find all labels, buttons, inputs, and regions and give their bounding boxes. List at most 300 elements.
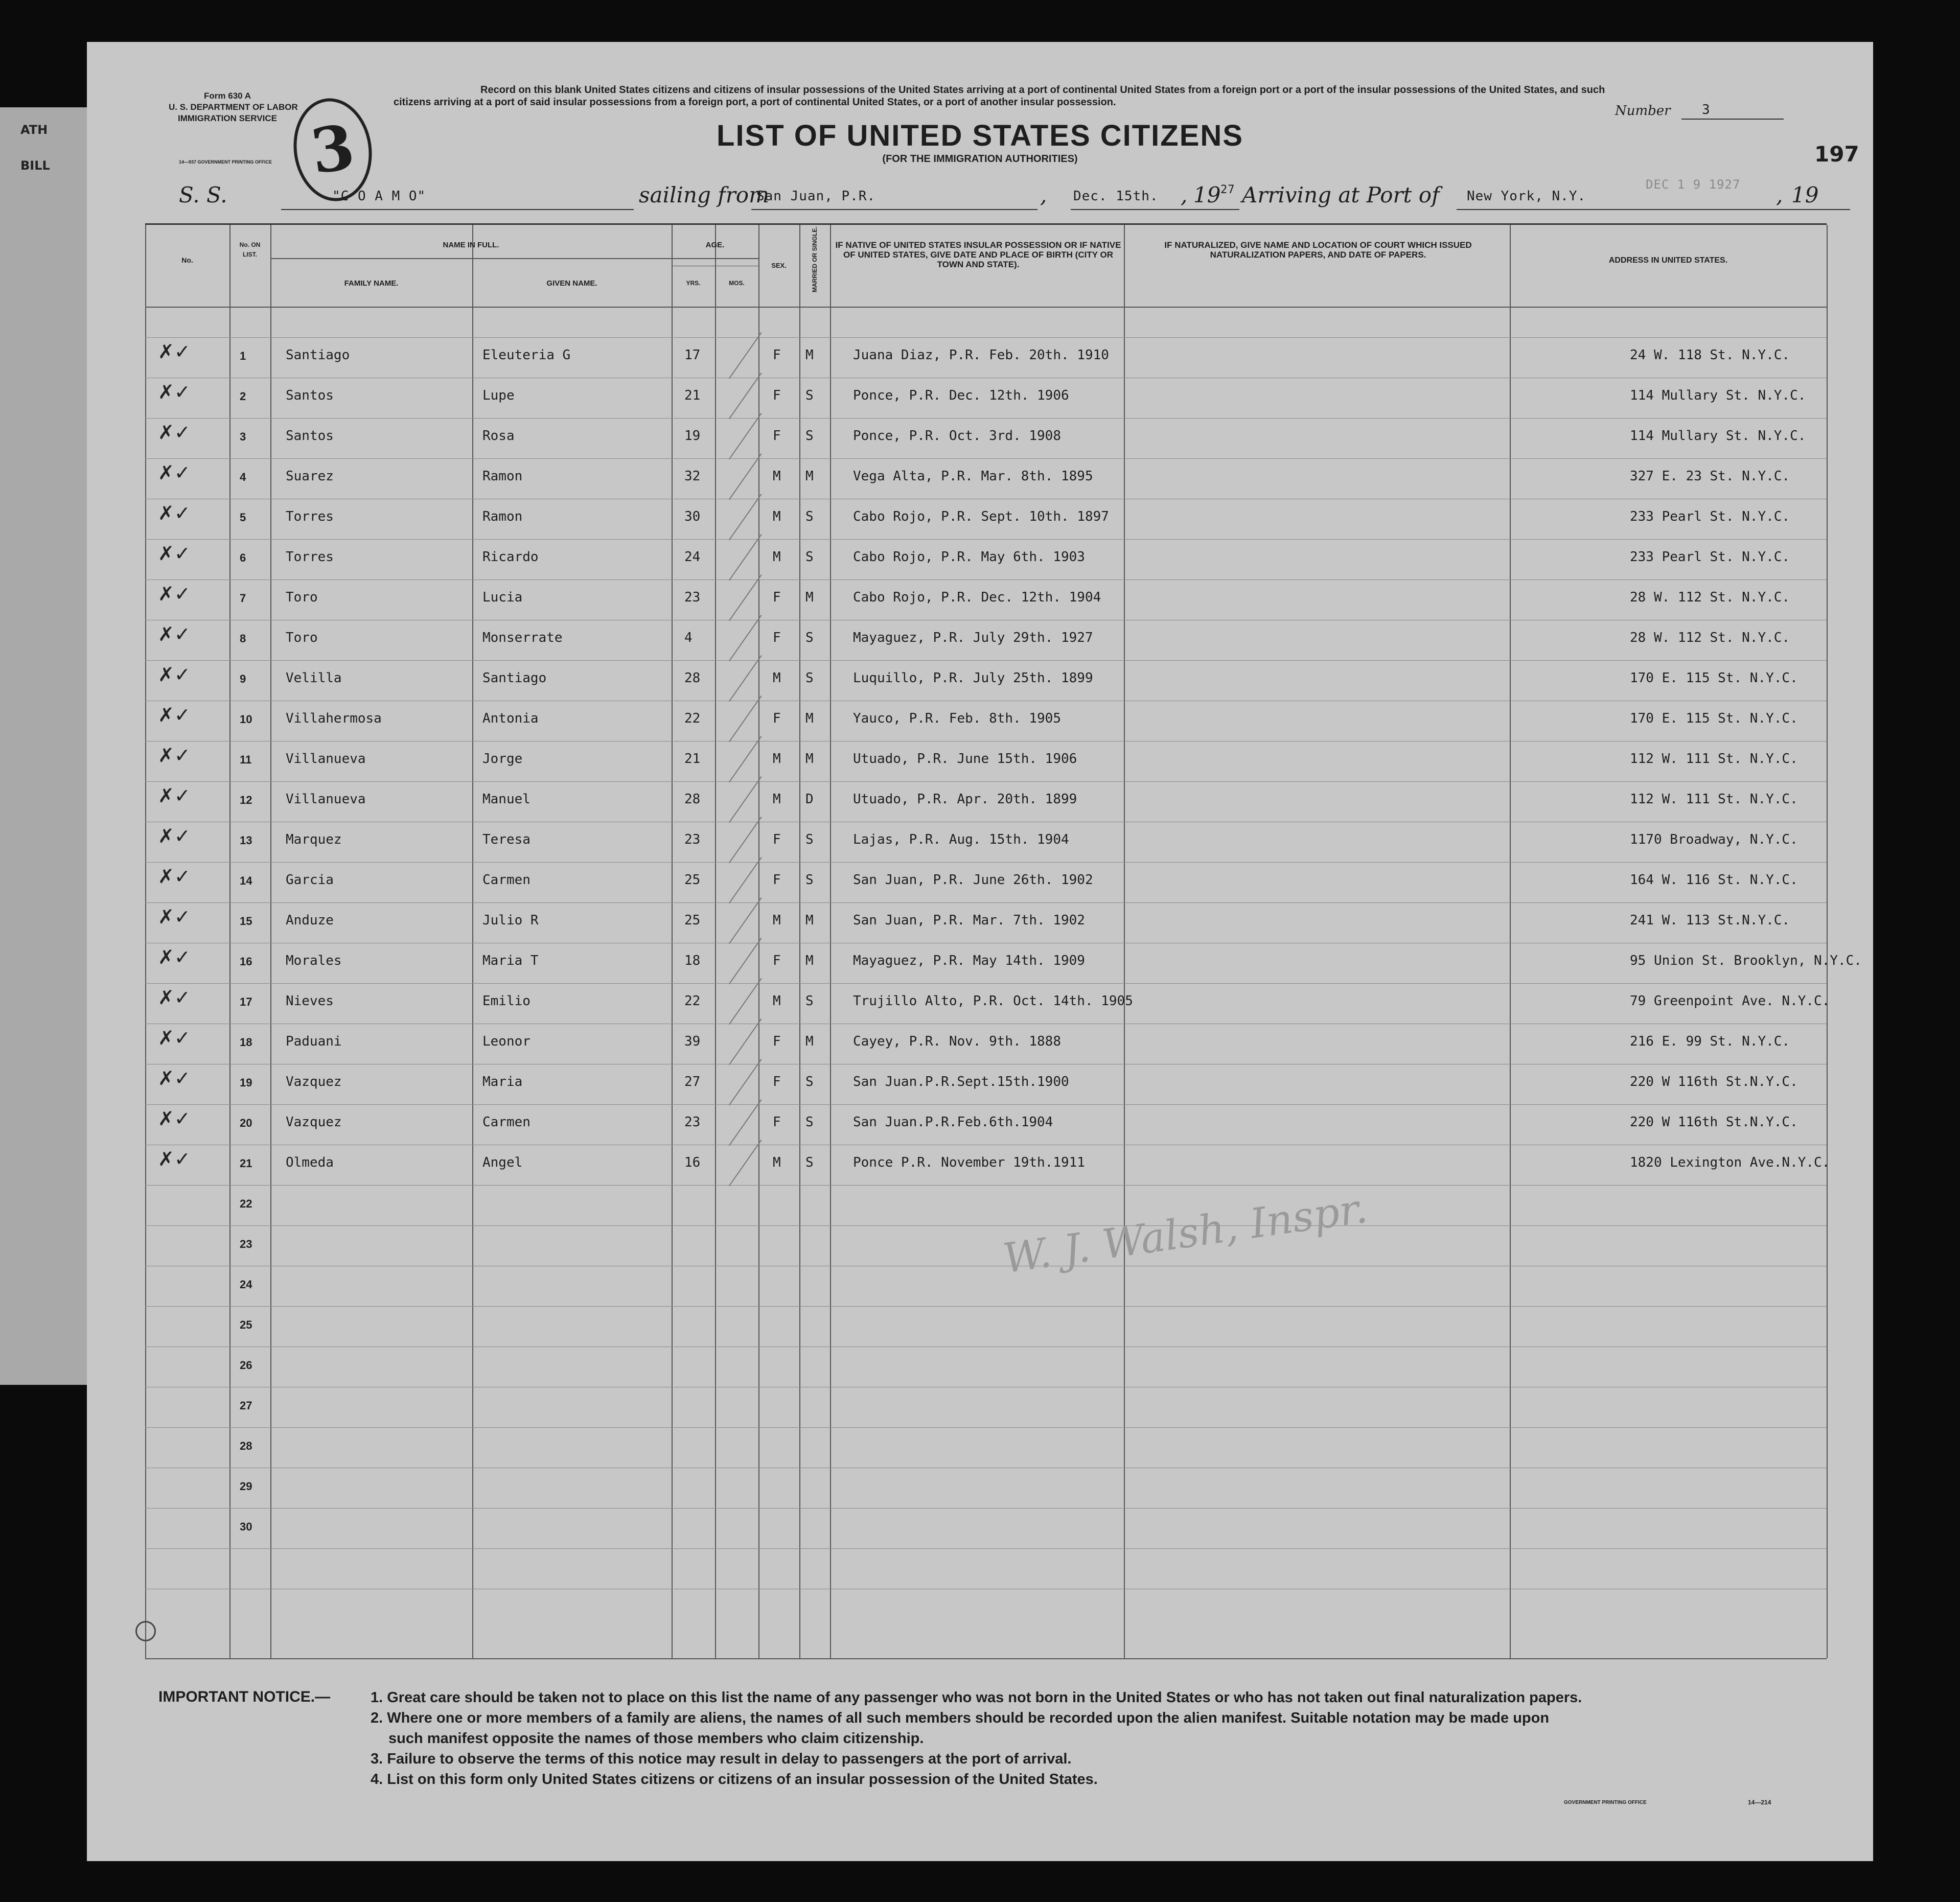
col-header-no-on-list: No. ON LIST. — [239, 241, 261, 258]
row-number: 5 — [240, 511, 246, 524]
ditto-stroke — [729, 1059, 762, 1105]
address: 216 E. 99 St. N.Y.C. — [1630, 1034, 1790, 1049]
given-name: Eleuteria G — [482, 347, 571, 363]
birth-place-date: Mayaguez, P.R. May 14th. 1909 — [853, 953, 1085, 968]
row-rule — [145, 781, 1827, 782]
birth-place-date: Vega Alta, P.R. Mar. 8th. 1895 — [853, 469, 1093, 484]
gpo-footer: GOVERNMENT PRINTING OFFICE — [1564, 1800, 1647, 1805]
address: 241 W. 113 St.N.Y.C. — [1630, 913, 1790, 928]
age-years: 21 — [684, 388, 701, 403]
age-years: 21 — [684, 751, 701, 767]
number-underline — [1681, 119, 1784, 120]
birth-place-date: Utuado, P.R. June 15th. 1906 — [853, 751, 1077, 767]
age-years: 25 — [684, 913, 701, 928]
family-name: Toro — [286, 630, 318, 645]
given-name: Monserrate — [482, 630, 563, 645]
form-code-footer: 14—214 — [1748, 1799, 1771, 1806]
sex: F — [773, 711, 781, 726]
family-name: Santiago — [286, 347, 350, 363]
given-name: Ramon — [482, 509, 523, 524]
marital-status: M — [805, 347, 814, 363]
given-name: Carmen — [482, 1115, 531, 1130]
notice-item: 1. Great care should be taken not to place on this list the name of any passenger who was not born in the United States or who has not taken out final naturalization papers. — [371, 1689, 1582, 1706]
birth-place-date: Lajas, P.R. Aug. 15th. 1904 — [853, 832, 1069, 847]
marital-status: S — [805, 670, 814, 686]
marital-status: M — [805, 913, 814, 928]
age-years: 25 — [684, 872, 701, 888]
check-mark-icon: ✗✓ — [158, 381, 191, 403]
age-years: 19 — [684, 428, 701, 444]
row-number: 22 — [240, 1197, 252, 1210]
family-name: Toro — [286, 590, 318, 605]
ditto-stroke — [729, 897, 762, 944]
row-number: 14 — [240, 874, 252, 887]
given-name: Rosa — [482, 428, 515, 444]
check-mark-icon: ✗✓ — [158, 946, 191, 968]
given-name: Lupe — [482, 388, 515, 403]
row-number: 29 — [240, 1480, 252, 1493]
marital-status: S — [805, 428, 814, 444]
birth-place-date: Cabo Rojo, P.R. Dec. 12th. 1904 — [853, 590, 1101, 605]
given-name: Maria T — [482, 953, 539, 968]
row-rule — [145, 1185, 1827, 1186]
given-name: Ramon — [482, 469, 523, 484]
ditto-stroke — [729, 857, 762, 903]
address: 233 Pearl St. N.Y.C. — [1630, 509, 1790, 524]
underline — [281, 209, 634, 210]
family-name: Torres — [286, 549, 334, 565]
col-line — [145, 225, 146, 1658]
row-number: 27 — [240, 1399, 252, 1412]
marital-status: S — [805, 1115, 814, 1130]
birth-place-date: San Juan.P.R.Feb.6th.1904 — [853, 1115, 1053, 1130]
row-number: 3 — [240, 430, 246, 443]
row-number: 30 — [240, 1520, 252, 1533]
age-years: 18 — [684, 953, 701, 968]
age-years: 23 — [684, 832, 701, 847]
ditto-stroke — [729, 695, 762, 742]
check-mark-icon: ✗✓ — [158, 340, 191, 363]
row-rule — [145, 458, 1827, 459]
manifest-page — [87, 42, 1873, 1861]
family-name: Santos — [286, 428, 334, 444]
ss-label: S. S. — [179, 182, 227, 207]
given-name: Ricardo — [482, 549, 539, 565]
given-name: Teresa — [482, 832, 531, 847]
check-mark-icon: ✗✓ — [158, 704, 191, 726]
ditto-stroke — [729, 615, 762, 661]
arrival-port: New York, N.Y. — [1467, 189, 1586, 204]
sex: M — [773, 670, 781, 686]
age-years: 22 — [684, 711, 701, 726]
row-number: 11 — [240, 753, 252, 766]
sex: F — [773, 630, 781, 645]
sailing-year: 27 — [1220, 183, 1235, 196]
sex: M — [773, 1155, 781, 1170]
family-name: Vazquez — [286, 1074, 342, 1089]
address: 164 W. 116 St. N.Y.C. — [1630, 872, 1798, 888]
col-header-age: AGE. — [705, 241, 725, 249]
margin-text: BILL — [20, 158, 50, 173]
col-header-yrs: YRS. — [686, 280, 701, 287]
col-header-name: NAME IN FULL. — [443, 241, 499, 249]
sex: M — [773, 993, 781, 1009]
comma: , — [1776, 182, 1783, 207]
sex: F — [773, 832, 781, 847]
age-years: 28 — [684, 670, 701, 686]
marital-status: S — [805, 630, 814, 645]
number-value: 3 — [1702, 102, 1710, 118]
header-divider — [145, 307, 1827, 308]
ditto-stroke — [729, 776, 762, 823]
given-name: Santiago — [482, 670, 547, 686]
row-rule — [145, 539, 1827, 540]
birth-place-date: San Juan, P.R. June 26th. 1902 — [853, 872, 1093, 888]
birth-place-date: Yauco, P.R. Feb. 8th. 1905 — [853, 711, 1061, 726]
given-name: Manuel — [482, 792, 531, 807]
check-mark-icon: ✗✓ — [158, 421, 191, 444]
ditto-stroke — [729, 494, 762, 540]
address: 114 Mullary St. N.Y.C. — [1630, 388, 1806, 403]
row-number: 10 — [240, 713, 252, 726]
marital-status: S — [805, 549, 814, 565]
ditto-stroke — [729, 736, 762, 782]
row-number: 28 — [240, 1440, 252, 1452]
address: 79 Greenpoint Ave. N.Y.C. — [1630, 993, 1830, 1009]
row-rule — [145, 902, 1827, 903]
address: 327 E. 23 St. N.Y.C. — [1630, 469, 1790, 484]
row-rule — [145, 1508, 1827, 1509]
department: U. S. DEPARTMENT OF LABOR — [169, 102, 298, 112]
header-sub-divider — [270, 258, 758, 259]
notice-item: such manifest opposite the names of those members who claim citizenship. — [388, 1730, 924, 1747]
address: 1820 Lexington Ave.N.Y.C. — [1630, 1155, 1830, 1170]
col-header-native: IF NATIVE OF UNITED STATES INSULAR POSSESSION OR IF NATIVE OF UNITED STATES, GIVE DATE AND PLACE OF BIRTH (CITY OR TOWN AND STATE). — [835, 240, 1121, 269]
family-name: Nieves — [286, 993, 334, 1009]
family-name: Garcia — [286, 872, 334, 888]
col-line — [830, 225, 831, 1658]
given-name: Jorge — [482, 751, 523, 767]
row-rule — [145, 1548, 1827, 1549]
check-mark-icon: ✗✓ — [158, 663, 191, 686]
family-name: Olmeda — [286, 1155, 334, 1170]
page-title: LIST OF UNITED STATES CITIZENS — [717, 119, 1243, 152]
sailing-label: sailing from — [639, 182, 769, 207]
notice-title: IMPORTANT NOTICE.— — [158, 1688, 331, 1705]
row-rule — [145, 1306, 1827, 1307]
age-years: 17 — [684, 347, 701, 363]
marital-status: M — [805, 1034, 814, 1049]
check-mark-icon: ✗✓ — [158, 865, 191, 888]
underline — [1071, 209, 1239, 210]
voyage-line — [87, 177, 1873, 213]
sex: F — [773, 1115, 781, 1130]
birth-place-date: Luquillo, P.R. July 25th. 1899 — [853, 670, 1093, 686]
check-mark-icon: ✗✓ — [158, 583, 191, 605]
birth-place-date: Cayey, P.R. Nov. 9th. 1888 — [853, 1034, 1061, 1049]
family-name: Suarez — [286, 469, 334, 484]
check-mark-icon: ✗✓ — [158, 986, 191, 1009]
row-number: 18 — [240, 1036, 252, 1049]
given-name: Antonia — [482, 711, 539, 726]
check-mark-icon: ✗✓ — [158, 461, 191, 484]
age-years: 16 — [684, 1155, 701, 1170]
row-rule — [145, 579, 1827, 580]
margin-text: ATH — [20, 123, 48, 137]
gpo-code: 14—937 GOVERNMENT PRINTING OFFICE — [179, 159, 272, 165]
row-number: 26 — [240, 1359, 252, 1372]
sailing-date: Dec. 15th. — [1073, 189, 1159, 204]
row-rule — [145, 337, 1827, 338]
record-instructions: Record on this blank United States citizens and citizens of insular possessions of the United States arriving at a port of continental United States from a foreign port or a port of the insular possessions of the United States, and such citizens arriving at a port of said insular possessions from a foreign port, a port of continental United States, or a port of another insular possession. — [394, 84, 1605, 108]
address: 114 Mullary St. N.Y.C. — [1630, 428, 1806, 444]
row-number: 19 — [240, 1076, 252, 1089]
row-number: 4 — [240, 471, 246, 483]
col-header-mos: MOS. — [729, 280, 745, 287]
sex: F — [773, 428, 781, 444]
ditto-stroke — [729, 978, 762, 1025]
age-years: 28 — [684, 792, 701, 807]
circled-list-number: 3 — [287, 93, 379, 206]
col-line — [472, 225, 473, 1658]
sex: F — [773, 388, 781, 403]
year-prefix: 19 — [1193, 182, 1221, 207]
address: 112 W. 111 St. N.Y.C. — [1630, 792, 1798, 807]
address: 112 W. 111 St. N.Y.C. — [1630, 751, 1798, 767]
ditto-stroke — [729, 413, 762, 459]
row-number: 8 — [240, 632, 246, 645]
col-header-married: MARRIED OR SINGLE. — [811, 226, 818, 292]
age-years: 30 — [684, 509, 701, 524]
number-label: Number — [1615, 103, 1671, 119]
sex: M — [773, 913, 781, 928]
comma: , — [1040, 182, 1047, 207]
birth-place-date: Cabo Rojo, P.R. Sept. 10th. 1897 — [853, 509, 1109, 524]
birth-place-date: Utuado, P.R. Apr. 20th. 1899 — [853, 792, 1077, 807]
row-rule — [145, 983, 1827, 984]
check-mark-icon: ✗✓ — [158, 906, 191, 928]
birth-place-date: San Juan.P.R.Sept.15th.1900 — [853, 1074, 1069, 1089]
address: 220 W 116th St.N.Y.C. — [1630, 1115, 1798, 1130]
marital-status: M — [805, 469, 814, 484]
inspector-signature: W. J. Walsh, Inspr. — [1000, 1184, 1371, 1283]
arrival-year-prefix: 19 — [1791, 182, 1819, 207]
marital-status: S — [805, 388, 814, 403]
ditto-stroke — [729, 332, 762, 379]
row-number: 1 — [240, 350, 246, 362]
given-name: Leonor — [482, 1034, 531, 1049]
marital-status: S — [805, 832, 814, 847]
ditto-stroke — [729, 1140, 762, 1186]
col-line — [1510, 225, 1511, 1658]
col-header-family: FAMILY NAME. — [344, 279, 399, 288]
family-name: Morales — [286, 953, 342, 968]
age-years: 24 — [684, 549, 701, 565]
row-number: 25 — [240, 1318, 252, 1331]
marital-status: S — [805, 1155, 814, 1170]
row-number: 6 — [240, 551, 246, 564]
marital-status: M — [805, 751, 814, 767]
family-name: Villanueva — [286, 751, 366, 767]
left-margin-strip — [0, 107, 87, 1385]
age-years: 32 — [684, 469, 701, 484]
address: 170 E. 115 St. N.Y.C. — [1630, 711, 1798, 726]
sex: F — [773, 1034, 781, 1049]
punch-hole — [135, 1621, 156, 1641]
from-port: San Juan, P.R. — [756, 189, 876, 204]
age-years: 23 — [684, 1115, 701, 1130]
check-mark-icon: ✗✓ — [158, 744, 191, 767]
row-rule — [145, 660, 1827, 661]
ditto-stroke — [729, 1099, 762, 1146]
marital-status: S — [805, 872, 814, 888]
row-number: 13 — [240, 834, 252, 847]
form-number: Form 630 A — [204, 91, 251, 101]
sex: M — [773, 792, 781, 807]
sex: M — [773, 751, 781, 767]
age-years: 27 — [684, 1074, 701, 1089]
sex: M — [773, 509, 781, 524]
underline — [751, 209, 1037, 210]
ditto-stroke — [729, 373, 762, 419]
marital-status: M — [805, 590, 814, 605]
check-mark-icon: ✗✓ — [158, 542, 191, 565]
col-line — [1124, 225, 1125, 1658]
row-rule — [145, 1104, 1827, 1105]
sex: M — [773, 549, 781, 565]
address: 1170 Broadway, N.Y.C. — [1630, 832, 1798, 847]
ditto-stroke — [729, 938, 762, 984]
check-mark-icon: ✗✓ — [158, 784, 191, 807]
col-header-naturalized: IF NATURALIZED, GIVE NAME AND LOCATION OF COURT WHICH ISSUED NATURALIZATION PAPERS, AND DATE OF PAPERS. — [1164, 240, 1472, 260]
notice-item: 4. List on this form only United States citizens or citizens of an insular possession of the United States. — [371, 1771, 1098, 1788]
marital-status: S — [805, 1074, 814, 1089]
marital-status: D — [805, 792, 814, 807]
sex: F — [773, 872, 781, 888]
address: 233 Pearl St. N.Y.C. — [1630, 549, 1790, 565]
col-line — [1827, 225, 1828, 1658]
check-mark-icon: ✗✓ — [158, 1107, 191, 1130]
ditto-stroke — [729, 655, 762, 702]
address: 28 W. 112 St. N.Y.C. — [1630, 590, 1790, 605]
age-years: 39 — [684, 1034, 701, 1049]
ditto-stroke — [729, 534, 762, 581]
row-rule — [145, 1225, 1827, 1226]
sex: F — [773, 347, 781, 363]
given-name: Maria — [482, 1074, 523, 1089]
age-years: 4 — [684, 630, 693, 645]
sex: F — [773, 953, 781, 968]
row-number: 15 — [240, 915, 252, 927]
row-number: 17 — [240, 995, 252, 1008]
check-mark-icon: ✗✓ — [158, 825, 191, 847]
underline — [1457, 209, 1850, 210]
age-years: 22 — [684, 993, 701, 1009]
family-name: Villanueva — [286, 792, 366, 807]
family-name: Marquez — [286, 832, 342, 847]
col-header-no: No. — [181, 256, 193, 264]
ditto-stroke — [729, 574, 762, 621]
birth-place-date: Trujillo Alto, P.R. Oct. 14th. 1905 — [853, 993, 1133, 1009]
marital-status: M — [805, 711, 814, 726]
col-line — [229, 225, 230, 1658]
address: 95 Union St. Brooklyn, N.Y.C. — [1630, 953, 1862, 968]
date-stamp: DEC 1 9 1927 — [1646, 177, 1741, 192]
family-name: Vazquez — [286, 1115, 342, 1130]
family-name: Santos — [286, 388, 334, 403]
row-number: 20 — [240, 1117, 252, 1129]
family-name: Villahermosa — [286, 711, 382, 726]
row-number: 7 — [240, 592, 246, 605]
row-number: 24 — [240, 1278, 252, 1291]
ditto-stroke — [729, 1018, 762, 1065]
notice-item: 2. Where one or more members of a family are aliens, the names of all such members should be recorded upon the alien manifest. Suitable notation may be made upon — [371, 1710, 1550, 1726]
check-mark-icon: ✗✓ — [158, 1027, 191, 1049]
row-number: 12 — [240, 794, 252, 806]
sex: M — [773, 469, 781, 484]
marital-status: S — [805, 509, 814, 524]
address: 220 W 116th St.N.Y.C. — [1630, 1074, 1798, 1089]
address: 24 W. 118 St. N.Y.C. — [1630, 347, 1790, 363]
col-line — [799, 225, 800, 1658]
row-rule — [145, 418, 1827, 419]
check-mark-icon: ✗✓ — [158, 623, 191, 645]
birth-place-date: Ponce, P.R. Oct. 3rd. 1908 — [853, 428, 1061, 444]
passenger-table — [145, 223, 1862, 1659]
row-number: 23 — [240, 1238, 252, 1250]
address: 28 W. 112 St. N.Y.C. — [1630, 630, 1790, 645]
birth-place-date: Juana Diaz, P.R. Feb. 20th. 1910 — [853, 347, 1109, 363]
ditto-stroke — [729, 453, 762, 500]
given-name: Emilio — [482, 993, 531, 1009]
col-header-given: GIVEN NAME. — [546, 279, 597, 288]
col-header-sex: SEX. — [771, 262, 787, 269]
check-mark-icon: ✗✓ — [158, 1067, 191, 1089]
ship-name: "C O A M O" — [332, 189, 426, 204]
birth-place-date: San Juan, P.R. Mar. 7th. 1902 — [853, 913, 1085, 928]
page-number: 197 — [1814, 142, 1859, 167]
row-number: 21 — [240, 1157, 252, 1170]
row-number: 16 — [240, 955, 252, 968]
birth-place-date: Mayaguez, P.R. July 29th. 1927 — [853, 630, 1093, 645]
given-name: Julio R — [482, 913, 539, 928]
notice-item: 3. Failure to observe the terms of this notice may result in delay to passengers at the port of arrival. — [371, 1751, 1072, 1767]
row-rule — [145, 862, 1827, 863]
sex: F — [773, 1074, 781, 1089]
marital-status: M — [805, 953, 814, 968]
birth-place-date: Ponce, P.R. Dec. 12th. 1906 — [853, 388, 1069, 403]
given-name: Lucia — [482, 590, 523, 605]
family-name: Paduani — [286, 1034, 342, 1049]
comma: , — [1181, 182, 1188, 207]
family-name: Torres — [286, 509, 334, 524]
arriving-label: Arriving at Port of — [1242, 182, 1440, 207]
age-years: 23 — [684, 590, 701, 605]
sex: F — [773, 590, 781, 605]
ditto-stroke — [729, 817, 762, 863]
check-mark-icon: ✗✓ — [158, 502, 191, 524]
given-name: Angel — [482, 1155, 523, 1170]
row-number: 2 — [240, 390, 246, 403]
service: IMMIGRATION SERVICE — [178, 113, 277, 123]
check-mark-icon: ✗✓ — [158, 1148, 191, 1170]
col-line — [270, 225, 271, 1658]
col-header-address: ADDRESS IN UNITED STATES. — [1608, 256, 1728, 265]
given-name: Carmen — [482, 872, 531, 888]
marital-status: S — [805, 993, 814, 1009]
row-number: 9 — [240, 672, 246, 685]
family-name: Velilla — [286, 670, 342, 686]
